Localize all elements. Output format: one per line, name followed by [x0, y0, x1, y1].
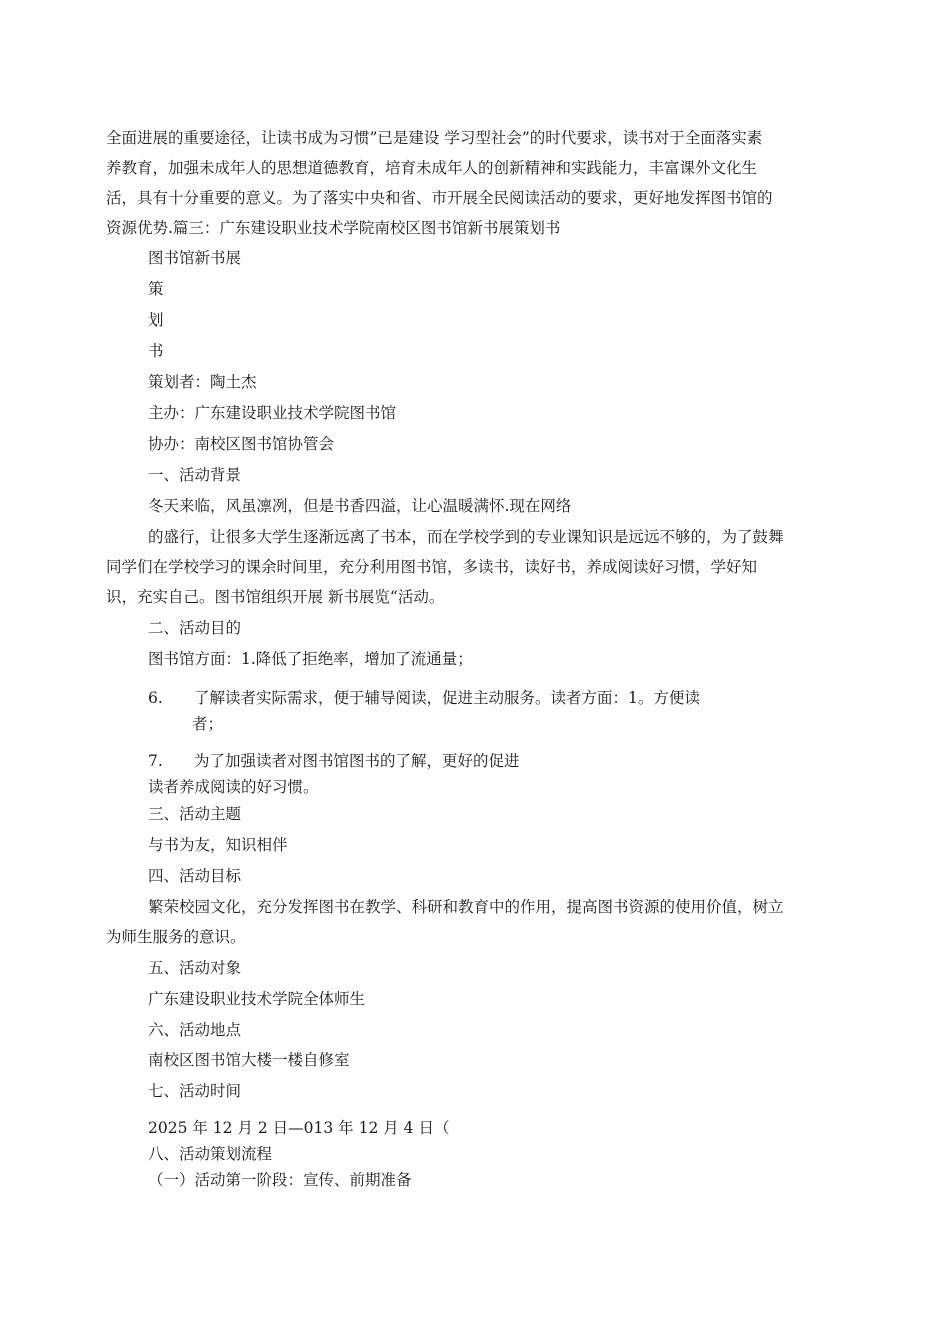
- section-1-para-line-1: 的盛行，让很多大学生逐渐远离了书本，而在学校学到的专业课知识是远远不够的，为了鼓舞: [148, 528, 784, 546]
- section-5-heading: 五、活动对象: [148, 959, 242, 977]
- doc-title-line-4: 书: [148, 342, 164, 360]
- doc-title-line-3: 划: [148, 311, 164, 329]
- section-1-heading: 一、活动背景: [148, 466, 242, 484]
- section-1-line-1: 冬天来临，风虽凛冽，但是书香四溢，让心温暖满怀.现在网络: [148, 497, 572, 515]
- list-item-6-number: 6.: [148, 689, 163, 707]
- section-1-para-line-2: 同学们在学校学习的课余时间里，充分利用图书馆，多读书，读好书，养成阅读好习惯，学好知: [106, 558, 758, 576]
- intro-line-3: 活，具有十分重要的意义。为了落实中央和省、市开展全民阅读活动的要求，更好地发挥图书馆的: [106, 189, 773, 207]
- co-host: 协办：南校区图书馆协管会: [148, 435, 335, 453]
- section-6-heading: 六、活动地点: [148, 1021, 242, 1039]
- list-item-7-number: 7.: [148, 752, 163, 770]
- host: 主办：广东建设职业技术学院图书馆: [148, 404, 397, 422]
- planner: 策划者：陶土杰: [148, 373, 257, 391]
- section-1-para-line-3: 识，充实自己。图书馆组织开展 新书展览“活动。: [106, 588, 445, 606]
- list-item-7: [148, 751, 520, 771]
- section-2-heading: 二、活动目的: [148, 619, 242, 637]
- section-2-line-1: 图书馆方面：1.降低了拒绝率，增加了流通量；: [148, 650, 473, 668]
- list-item-6-continuation: 者；: [192, 715, 224, 733]
- section-4-para-line-2: 为师生服务的意识。: [106, 928, 246, 946]
- intro-line-4: 资源优势.篇三：广东建设职业技术学院南校区图书馆新书展策划书: [106, 219, 561, 237]
- list-item-7-continuation: 读者养成阅读的好习惯。: [148, 778, 319, 796]
- section-7-heading: 七、活动时间: [148, 1082, 242, 1100]
- section-6-text: 南校区图书馆大楼一楼自修室: [148, 1051, 350, 1069]
- intro-line-1: 全面进展的重要途径，让读书成为习惯”已是建设 学习型社会”的时代要求，读书对于全面落实素: [106, 129, 763, 147]
- section-4-heading: 四、活动目标: [148, 867, 242, 885]
- section-4-para-line-1: 繁荣校园文化，充分发挥图书在教学、科研和教育中的作用，提高图书资源的使用价值，树立: [148, 898, 784, 916]
- list-item-6: [148, 688, 700, 708]
- section-3-heading: 三、活动主题: [148, 805, 242, 823]
- section-3-text: 与书为友，知识相伴: [148, 836, 288, 854]
- section-8-sub-1: （一）活动第一阶段：宣传、前期准备: [148, 1171, 412, 1189]
- doc-title-line-1: 图书馆新书展: [148, 249, 242, 267]
- section-7-text: 2025 年 12 月 2 日—013 年 12 月 4 日（: [148, 1119, 450, 1137]
- doc-title-line-2: 策: [148, 280, 164, 298]
- list-item-7-text: 为了加强读者对图书馆图书的了解，更好的促进: [194, 752, 520, 770]
- section-8-heading: 八、活动策划流程: [148, 1145, 273, 1163]
- intro-line-2: 养教育，加强未成年人的思想道德教育，培育未成年人的创新精神和实践能力，丰富课外文化生: [106, 159, 758, 177]
- section-5-text: 广东建设职业技术学院全体师生: [148, 990, 366, 1008]
- list-item-6-text: 了解读者实际需求，便于辅导阅读，促进主动服务。读者方面：1。方便读: [194, 689, 700, 707]
